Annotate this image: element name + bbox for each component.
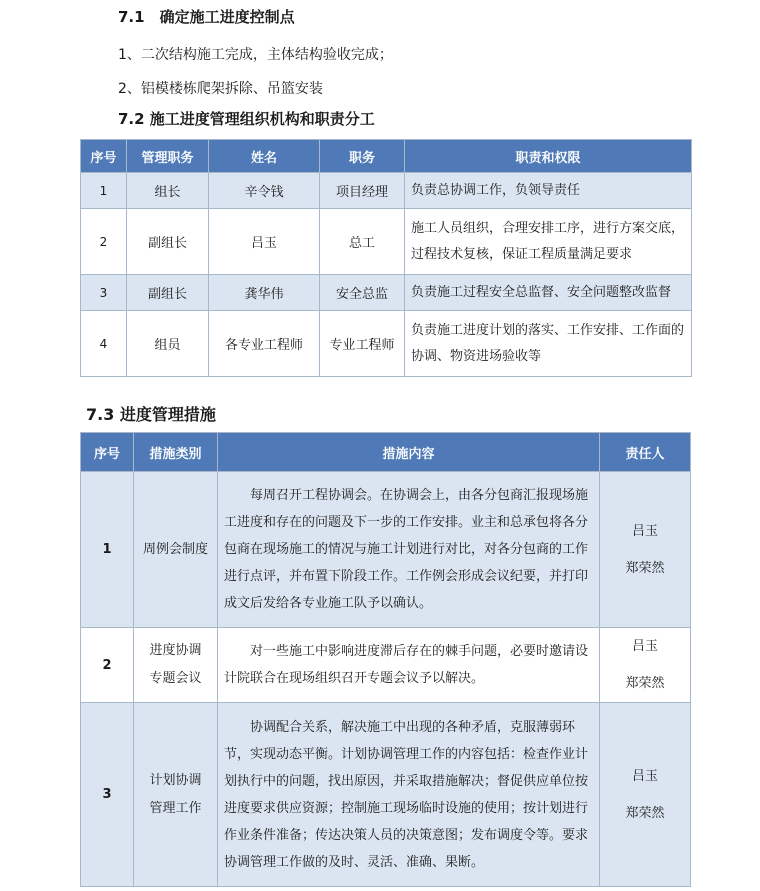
category-cell xyxy=(134,628,218,703)
table-row xyxy=(81,628,691,703)
responsible-person: 吕玉 xyxy=(631,768,658,784)
column-header: 措施类别 xyxy=(134,433,218,472)
category-cell xyxy=(134,703,218,887)
name-cell: 龚华伟 xyxy=(209,275,320,311)
duty-cell: 负责施工过程安全总监督、安全问题整改监督 xyxy=(405,275,692,311)
title-cell: 专业工程师 xyxy=(320,311,405,377)
table-row xyxy=(81,311,692,377)
name-cell: 吕玉 xyxy=(209,209,320,275)
column-header: 措施内容 xyxy=(218,433,600,472)
responsible-person: 郑荣然 xyxy=(625,805,665,821)
table-row xyxy=(81,209,692,275)
category-line: 进度协调 xyxy=(149,643,202,658)
title-cell: 安全总监 xyxy=(320,275,405,311)
column-header: 序号 xyxy=(81,433,134,472)
milestone-item-2: 2、铝模楼栋爬架拆除、吊篮安装 xyxy=(118,81,323,97)
role-cell: 组员 xyxy=(127,311,209,377)
role-cell: 副组长 xyxy=(127,209,209,275)
title-cell: 项目经理 xyxy=(320,173,405,209)
table-row xyxy=(81,472,691,628)
name-cell: 各专业工程师 xyxy=(209,311,320,377)
category-line: 管理工作 xyxy=(149,800,202,816)
title-cell: 总工 xyxy=(320,209,405,275)
responsible-cell xyxy=(600,628,691,703)
table-row xyxy=(81,703,691,887)
row-number: 2 xyxy=(81,209,127,275)
organization-table xyxy=(80,139,692,377)
row-number: 3 xyxy=(81,703,134,887)
section-heading-7-2: 7.2 施工进度管理组织机构和职责分工 xyxy=(118,110,375,128)
responsible-person: 郑荣然 xyxy=(625,676,665,691)
content-cell: 每周召开工程协调会。在协调会上，由各分包商汇报现场施工进度和存在的问题及下一步的工作安排。业主和总承包将各分包商在现场施工的情况与施工计划进行对比，对各分包商的工作进行点评，并布置下阶段工作。工作例会形成会议纪要，并打印成文后发给各专业施工队予以确认。 xyxy=(218,472,600,628)
table-header-row xyxy=(81,140,692,173)
table-header-row xyxy=(81,433,691,472)
table-row xyxy=(81,275,692,311)
table-row xyxy=(81,173,692,209)
row-number: 3 xyxy=(81,275,127,311)
responsible-person: 郑荣然 xyxy=(625,560,665,576)
content-cell: 对一些施工中影响进度滞后存在的棘手问题，必要时邀请设计院联合在现场组织召开专题会议予以解决。 xyxy=(218,628,600,703)
column-header: 管理职务 xyxy=(127,140,209,173)
row-number: 1 xyxy=(81,472,134,628)
milestone-item-1: 1、二次结构施工完成，主体结构验收完成； xyxy=(118,47,393,63)
column-header: 姓名 xyxy=(209,140,320,173)
row-number: 2 xyxy=(81,628,134,703)
duty-cell: 施工人员组织，合理安排工序，进行方案交底，过程技术复核，保证工程质量满足要求 xyxy=(405,209,692,275)
row-number: 4 xyxy=(81,311,127,377)
category-line: 专题会议 xyxy=(149,671,202,686)
role-cell: 副组长 xyxy=(127,275,209,311)
row-number: 1 xyxy=(81,173,127,209)
column-header: 序号 xyxy=(81,140,127,173)
section-heading-7-3: 7.3 进度管理措施 xyxy=(86,405,216,424)
responsible-cell xyxy=(600,472,691,628)
duty-cell: 负责施工进度计划的落实、工作安排、工作面的协调、物资进场验收等 xyxy=(405,311,692,377)
duty-cell: 负责总协调工作，负领导责任 xyxy=(405,173,692,209)
category-line: 计划协调 xyxy=(149,772,202,788)
name-cell: 辛令钱 xyxy=(209,173,320,209)
column-header: 责任人 xyxy=(600,433,691,472)
section-heading-7-1: 7.1 确定施工进度控制点 xyxy=(118,8,295,26)
measures-table xyxy=(80,432,691,887)
responsible-cell xyxy=(600,703,691,887)
responsible-person: 吕玉 xyxy=(631,523,658,539)
category-cell: 周例会制度 xyxy=(134,472,218,628)
column-header: 职务 xyxy=(320,140,405,173)
column-header: 职责和权限 xyxy=(405,140,692,173)
responsible-person: 吕玉 xyxy=(631,639,658,654)
role-cell: 组长 xyxy=(127,173,209,209)
content-cell: 协调配合关系，解决施工中出现的各种矛盾，克服薄弱环节，实现动态平衡。计划协调管理工作的内容包括：检查作业计划执行中的问题，找出原因，并采取措施解决；督促供应单位按进度要求供应资源；控制施工现场临时设施的使用；按计划进行作业条件准备；传达决策人员的决策意图；发布调度令等。要求协调管理工作做的及时、灵活、准确、果断。 xyxy=(218,703,600,887)
